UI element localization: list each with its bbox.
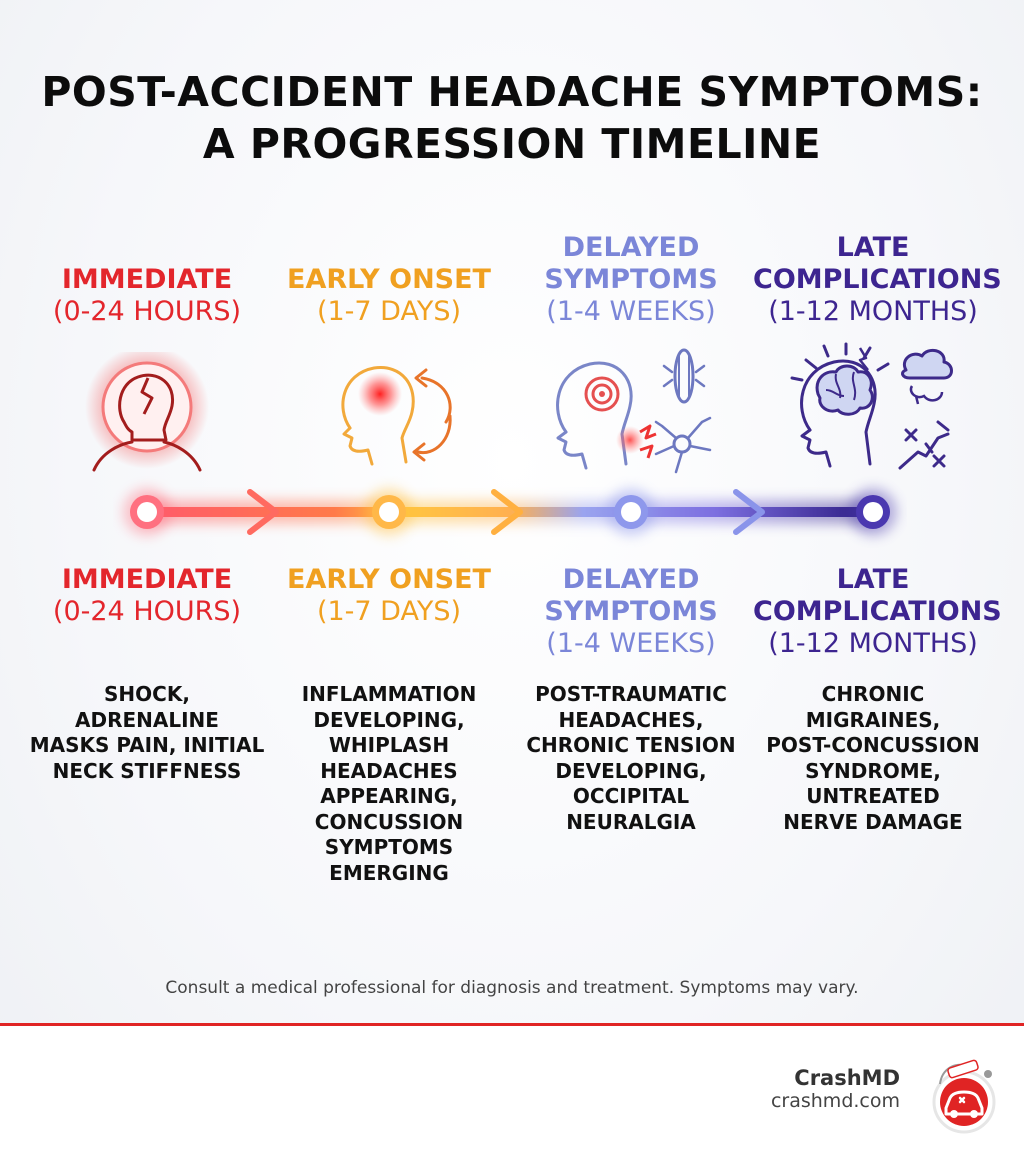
stage-3-top-name-1: DELAYED: [562, 232, 700, 263]
desc-line: OCCIPITAL: [572, 784, 690, 808]
desc-line: WHIPLASH: [328, 733, 450, 757]
timeline: [0, 470, 1024, 560]
title-line-1: POST-ACCIDENT HEADACHE SYMPTOMS:: [41, 68, 983, 116]
desc-line: CHRONIC TENSION: [526, 733, 736, 757]
stage-1-top-heading: [27, 264, 267, 328]
desc-line: DEVELOPING,: [555, 758, 707, 783]
stage-4-bottom-name-2: COMPLICATIONS: [753, 596, 1002, 627]
page-title: [0, 66, 1024, 170]
desc-line: UNTREATED: [806, 784, 940, 808]
stage-1-bottom-range: (0-24 HOURS): [52, 596, 242, 627]
stage-4-top-heading: [753, 232, 1002, 328]
neck-nerve-head-icon: [544, 342, 724, 486]
desc-line: SYNDROME,: [805, 758, 941, 783]
stage-4-top-name-2: COMPLICATIONS: [753, 264, 1002, 295]
stage-2-bottom-range: (1-7 DAYS): [316, 596, 462, 627]
desc-line: POST-CONCUSSION: [766, 733, 980, 757]
desc-line: INFLAMMATION: [301, 682, 477, 706]
timeline-node-1: [123, 488, 171, 536]
stage-3-bottom-heading: [511, 564, 751, 660]
stage-2-bottom-name: EARLY ONSET: [287, 564, 491, 595]
stage-4-bottom-range: (1-12 MONTHS): [768, 628, 978, 659]
desc-line: NERVE DAMAGE: [783, 809, 963, 834]
stage-1-top-name: IMMEDIATE: [61, 264, 233, 295]
desc-line: HEADACHES,: [558, 707, 704, 732]
stage-1-bottom-heading: [27, 564, 267, 628]
stage-3-description: [511, 682, 751, 835]
brand-name: CrashMD: [794, 1066, 900, 1090]
stage-4-bottom-name-1: LATE: [836, 564, 910, 595]
brain-head-icon: [788, 340, 968, 484]
desc-line: MASKS PAIN, INITIAL: [29, 733, 265, 757]
timeline-node-4: [849, 488, 897, 536]
desc-line: POST-TRAUMATIC: [535, 682, 727, 706]
whiplash-head-icon: [310, 356, 470, 480]
stage-3-top-heading: [511, 232, 751, 328]
desc-line: NEURALGIA: [566, 809, 696, 834]
stage-2-top-range: (1-7 DAYS): [316, 296, 462, 327]
desc-line: MIGRAINES,: [805, 707, 941, 732]
desc-line: ADRENALINE: [75, 707, 219, 732]
title-line-2: A PROGRESSION TIMELINE: [202, 120, 822, 168]
stage-1-bottom-name: IMMEDIATE: [61, 564, 233, 595]
desc-line: SHOCK,: [104, 682, 190, 706]
disclaimer: Consult a medical professional for diagnosis and treatment. Symptoms may vary.: [165, 978, 859, 998]
stage-3-top-range: (1-4 WEEKS): [546, 296, 716, 327]
stage-3-top-name-2: SYMPTOMS: [544, 264, 718, 295]
desc-line: SYMPTOMS: [324, 835, 454, 859]
stage-1-top-range: (0-24 HOURS): [52, 296, 242, 327]
stage-2-top-heading: [269, 264, 509, 328]
cracked-head-icon: [72, 352, 222, 486]
stage-4-bottom-heading: [753, 564, 1002, 660]
timeline-node-3: [607, 488, 655, 536]
stage-4-top-name-1: LATE: [836, 232, 910, 263]
stage-4-top-range: (1-12 MONTHS): [768, 296, 978, 327]
timeline-node-2: [365, 488, 413, 536]
crashmd-logo-icon: [926, 1054, 1002, 1140]
desc-line: APPEARING,: [320, 784, 458, 808]
stage-3-bottom-name-2: SYMPTOMS: [544, 596, 718, 627]
timeline-bar: [145, 507, 875, 517]
stage-3-bottom-name-1: DELAYED: [562, 564, 700, 595]
desc-line: HEADACHES: [320, 758, 458, 783]
brand-url[interactable]: crashmd.com: [770, 1090, 900, 1112]
stage-1-description: [27, 682, 267, 784]
desc-line: CONCUSSION: [314, 809, 464, 834]
desc-line: NECK STIFFNESS: [52, 758, 242, 783]
stage-2-top-name: EARLY ONSET: [287, 264, 491, 295]
stage-4-description: [753, 682, 993, 835]
stage-2-bottom-heading: [269, 564, 509, 628]
stage-3-bottom-range: (1-4 WEEKS): [546, 628, 716, 659]
desc-line: EMERGING: [329, 860, 449, 885]
desc-line: CHRONIC: [821, 682, 925, 706]
stage-2-description: [269, 682, 509, 886]
desc-line: DEVELOPING,: [313, 707, 465, 732]
